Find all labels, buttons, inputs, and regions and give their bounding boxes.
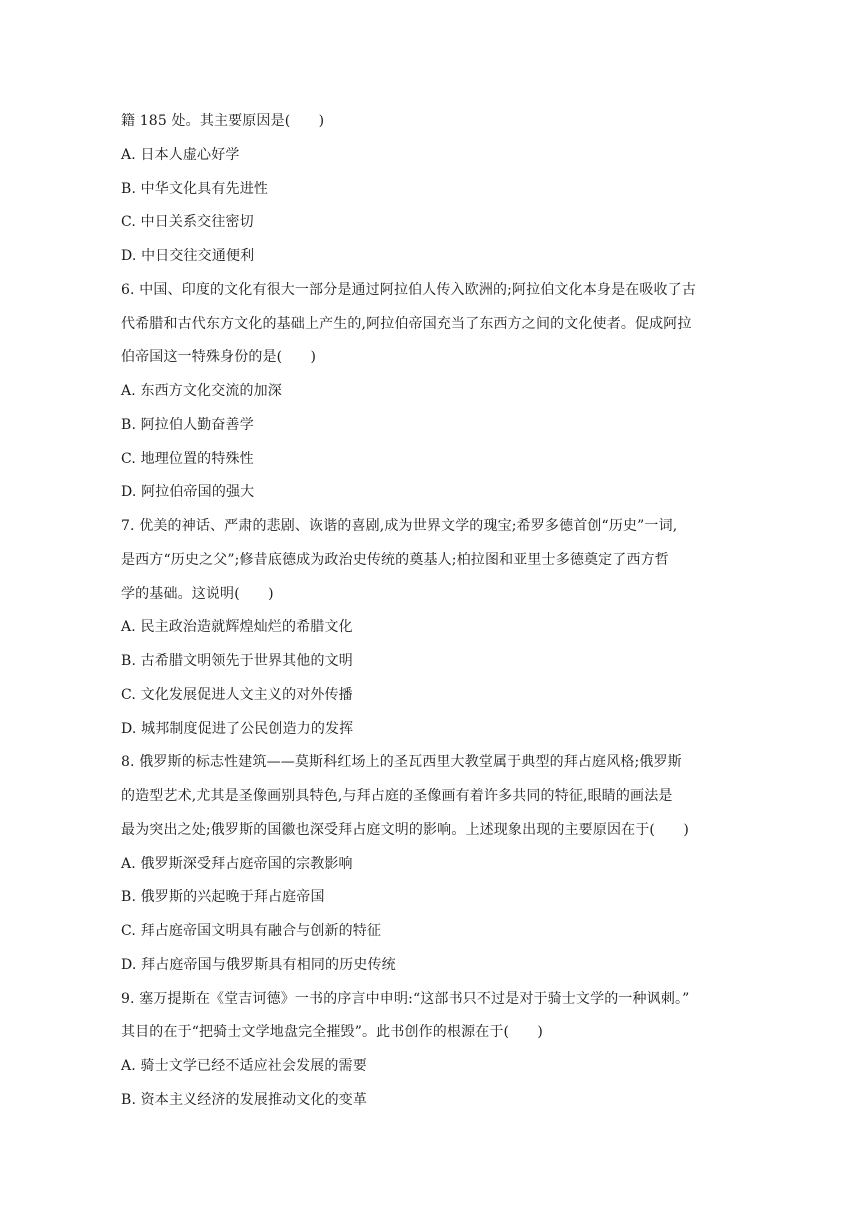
question-8-option-a: A. 俄罗斯深受拜占庭帝国的宗教影响: [121, 856, 353, 872]
question-9-option-a: A. 骑士文学已经不适应社会发展的需要: [121, 1058, 367, 1074]
question-7-option-c: C. 文化发展促进人文主义的对外传播: [121, 687, 353, 703]
question-5-option-c: C. 中日关系交往密切: [121, 214, 254, 230]
question-7-option-a: A. 民主政治造就辉煌灿烂的希腊文化: [121, 619, 353, 635]
question-7-stem-line-3: 学的基础。这说明( ): [121, 586, 274, 602]
question-6-option-d: D. 阿拉伯帝国的强大: [121, 484, 255, 500]
question-7-stem-line-1: 7. 优美的神话、严肃的悲剧、诙谐的喜剧,成为世界文学的瑰宝;希罗多德首创“历史”一词,: [121, 518, 678, 534]
question-8-option-d: D. 拜占庭帝国与俄罗斯具有相同的历史传统: [121, 957, 396, 973]
question-9-stem-line-1: 9. 塞万提斯在《堂吉诃德》一书的序言中申明:“这部书只不过是对于骑士文学的一种讽刺。”: [121, 991, 690, 1007]
question-5-option-b: B. 中华文化具有先进性: [121, 181, 268, 197]
question-5-stem-end: 籍 185 处。其主要原因是( ): [121, 113, 325, 129]
question-8-option-b: B. 俄罗斯的兴起晚于拜占庭帝国: [121, 889, 325, 905]
question-5-option-a: A. 日本人虚心好学: [121, 147, 240, 163]
question-6-option-b: B. 阿拉伯人勤奋善学: [121, 417, 254, 433]
question-6-option-a: A. 东西方文化交流的加深: [121, 383, 282, 399]
question-6-stem-line-1: 6. 中国、印度的文化有很大一部分是通过阿拉伯人传入欧洲的;阿拉伯文化本身是在吸收了古: [121, 282, 696, 298]
question-7-option-b: B. 古希腊文明领先于世界其他的文明: [121, 653, 353, 669]
question-6-stem-line-3: 伯帝国这一特殊身份的是( ): [121, 349, 317, 365]
question-6-stem-line-2: 代希腊和古代东方文化的基础上产生的,阿拉伯帝国充当了东西方之间的文化使者。促成阿拉: [121, 316, 692, 332]
question-8-stem-line-2: 的造型艺术,尤其是圣像画别具特色,与拜占庭的圣像画有着许多共同的特征,眼睛的画法是: [121, 788, 673, 804]
question-6-option-c: C. 地理位置的特殊性: [121, 451, 254, 467]
question-8-stem-line-1: 8. 俄罗斯的标志性建筑——莫斯科红场上的圣瓦西里大教堂属于典型的拜占庭风格;俄罗斯: [121, 754, 682, 770]
question-7-stem-line-2: 是西方“历史之父”;修昔底德成为政治史传统的奠基人;柏拉图和亚里士多德奠定了西方哲: [121, 552, 669, 568]
question-9-stem-line-2: 其目的在于“把骑士文学地盘完全摧毁”。此书创作的根源在于( ): [121, 1024, 544, 1040]
question-9-option-b: B. 资本主义经济的发展推动文化的变革: [121, 1092, 368, 1108]
question-5-option-d: D. 中日交往交通便利: [121, 248, 255, 264]
question-7-option-d: D. 城邦制度促进了公民创造力的发挥: [121, 721, 354, 737]
question-8-option-c: C. 拜占庭帝国文明具有融合与创新的特征: [121, 923, 382, 939]
question-8-stem-line-3: 最为突出之处;俄罗斯的国徽也深受拜占庭文明的影响。上述现象出现的主要原因在于( ): [121, 822, 689, 838]
